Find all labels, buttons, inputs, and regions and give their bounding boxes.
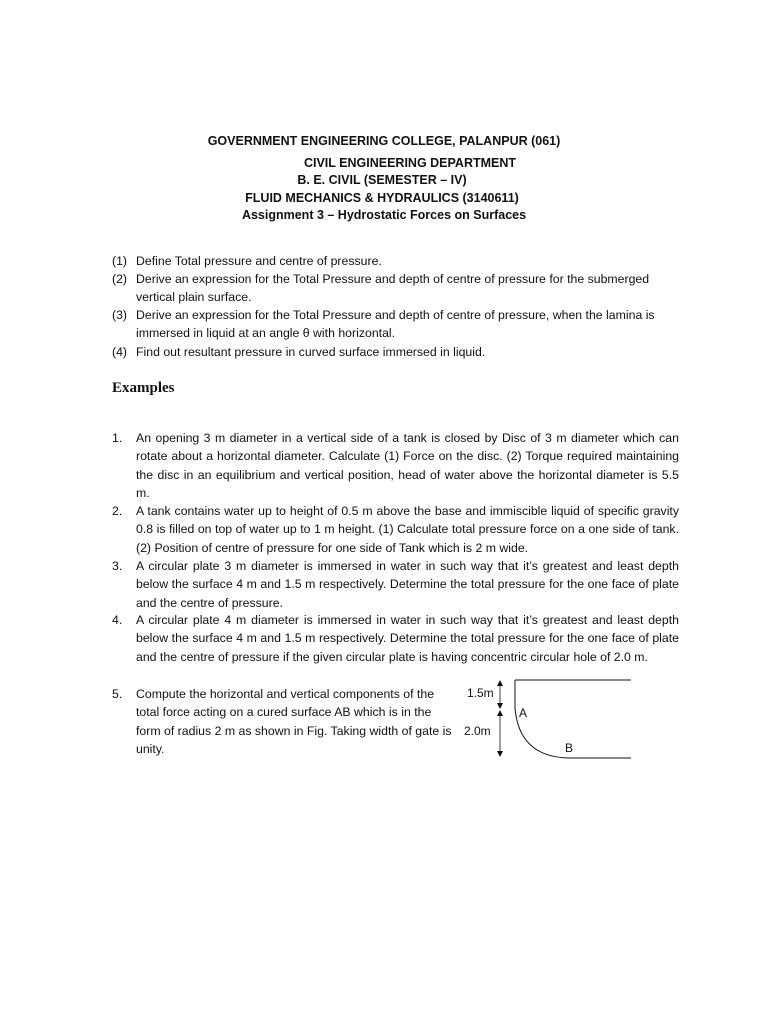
- question-number: (2): [112, 272, 128, 286]
- radius-label: 2.0m: [464, 724, 491, 738]
- example-number: 2.: [112, 504, 123, 518]
- curved-surface-figure: [455, 670, 645, 770]
- theory-question: [112, 306, 682, 343]
- point-a-label: A: [519, 706, 528, 720]
- point-b-label: B: [565, 741, 574, 755]
- question-number: (1): [112, 254, 128, 268]
- arrow-up-icon: [497, 680, 503, 686]
- semester-line: B. E. CIVIL (SEMESTER – IV): [297, 173, 467, 187]
- example-item: [112, 557, 679, 612]
- question-text: Derive an expression for the Total Pressure and depth of centre of pressure for the submerged vertical plain surface.: [136, 272, 650, 305]
- example-item: [112, 429, 679, 502]
- question-number: (4): [112, 345, 128, 359]
- department-name: CIVIL ENGINEERING DEPARTMENT: [303, 156, 517, 170]
- examples-heading: Examples: [112, 380, 175, 396]
- arrow-up-icon: [497, 710, 503, 716]
- example-text: An opening 3 m diameter in a vertical side of a tank is closed by Disc of 3 m diameter which can rotate about a horizontal diameter. Calculate (1) Force on the disc. (2) Torque required maintaining the disc in an equilibrium and vertical position, head of water above the horizontal diameter is 5.5 m.: [136, 431, 679, 500]
- example-item: [112, 611, 679, 666]
- example-text: A circular plate 3 m diameter is immersed in water in such way that it’s greatest and least depth below the surface 4 m and 1.5 m respectively. Determine the total pressure for the one face of plate and the centre of pressure.: [136, 559, 679, 610]
- arrow-down-icon: [497, 703, 503, 709]
- theory-question: [112, 343, 682, 361]
- example-number: 5.: [112, 687, 123, 701]
- college-name: GOVERNMENT ENGINEERING COLLEGE, PALANPUR (061): [207, 134, 561, 148]
- assignment-title: Assignment 3 – Hydrostatic Forces on Surfaces: [241, 208, 527, 222]
- example-text: Compute the horizontal and vertical components of the total force acting on a cured surface AB which is in the form of radius 2 m as shown in Fig. Taking width of gate is unity.: [136, 687, 452, 756]
- question-text: Derive an expression for the Total Pressure and depth of centre of pressure, when the lamina is immersed in liquid at an angle θ with horizontal.: [136, 308, 655, 341]
- subject-line: FLUID MECHANICS & HYDRAULICS (3140611): [245, 191, 519, 205]
- example-number: 3.: [112, 559, 123, 573]
- example-number: 1.: [112, 431, 123, 445]
- example-text: A circular plate 4 m diameter is immersed in water in such way that it’s greatest and least depth below the surface 4 m and 1.5 m respectively. Determine the total pressure for the one face of plate and the centre of pressure if the given circular plate is having concentric circular hole of 2.0 m.: [136, 613, 679, 664]
- question-number: (3): [112, 308, 128, 322]
- example-item: [112, 502, 679, 557]
- depth-label: 1.5m: [467, 686, 494, 700]
- example-number: 4.: [112, 613, 123, 627]
- question-text: Define Total pressure and centre of pressure.: [136, 254, 382, 268]
- question-text: Find out resultant pressure in curved surface immersed in liquid.: [136, 345, 486, 359]
- theory-question: [112, 252, 682, 270]
- example-text: A tank contains water up to height of 0.5 m above the base and immiscible liquid of specific gravity 0.8 is filled on top of water up to 1 m height. (1) Calculate total pressure force on a one side of tank. (2) Position of centre of pressure for one side of Tank which is 2 m wide.: [136, 504, 679, 555]
- theory-question: [112, 270, 682, 307]
- arrow-down-icon: [497, 751, 503, 757]
- example-item: [112, 685, 452, 758]
